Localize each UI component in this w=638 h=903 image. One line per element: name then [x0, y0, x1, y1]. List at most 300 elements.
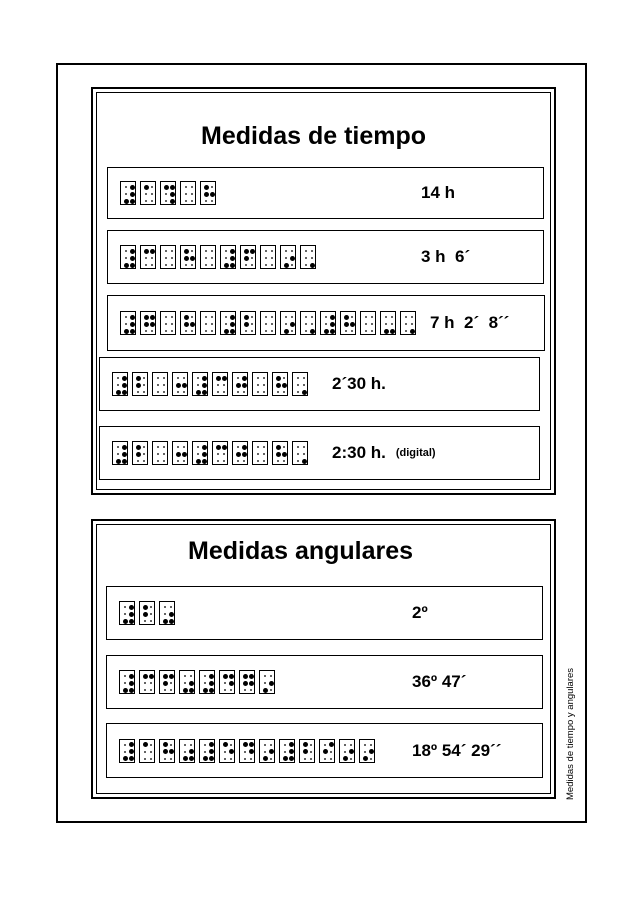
braille-dot-raised — [143, 742, 148, 747]
braille-line — [120, 245, 316, 269]
value-note: (digital) — [395, 447, 436, 459]
braille-dot-empty — [185, 200, 187, 202]
braille-cell — [272, 372, 288, 396]
braille-cell — [159, 670, 175, 694]
braille-dot-empty — [264, 682, 266, 684]
braille-dot-empty — [191, 186, 193, 188]
braille-dot-raised — [144, 185, 149, 190]
braille-dot-empty — [157, 460, 159, 462]
braille-dot-empty — [263, 446, 265, 448]
braille-dot-empty — [183, 391, 185, 393]
braille-dot-empty — [244, 751, 246, 753]
braille-cell — [160, 245, 176, 269]
braille-dot-raised — [243, 742, 248, 747]
braille-dot-empty — [185, 264, 187, 266]
braille-dot-raised — [189, 756, 194, 761]
braille-dot-empty — [191, 250, 193, 252]
braille-dot-raised — [182, 383, 187, 388]
braille-dot-empty — [371, 323, 373, 325]
braille-dot-empty — [217, 391, 219, 393]
braille-cell — [219, 670, 235, 694]
braille-dot-empty — [137, 460, 139, 462]
braille-cell — [219, 739, 235, 763]
braille-dot-empty — [165, 200, 167, 202]
braille-dot-empty — [344, 744, 346, 746]
braille-dot-raised — [323, 749, 328, 754]
braille-dot-empty — [125, 250, 127, 252]
braille-cell — [259, 670, 275, 694]
braille-cell — [232, 441, 248, 465]
braille-dot-empty — [271, 257, 273, 259]
braille-cell — [339, 739, 355, 763]
braille-dot-raised — [229, 749, 234, 754]
braille-dot-raised — [129, 756, 134, 761]
braille-dot-empty — [370, 758, 372, 760]
braille-dot-empty — [165, 330, 167, 332]
braille-dot-raised — [344, 315, 349, 320]
braille-dot-empty — [144, 758, 146, 760]
braille-cell — [192, 441, 208, 465]
braille-dot-empty — [157, 453, 159, 455]
braille-dot-empty — [183, 377, 185, 379]
braille-line — [119, 739, 375, 763]
braille-dot-raised — [242, 383, 247, 388]
braille-dot-empty — [271, 316, 273, 318]
braille-dot-raised — [302, 459, 307, 464]
braille-dot-empty — [330, 751, 332, 753]
braille-dot-empty — [164, 758, 166, 760]
value-main: 2:30 h. — [332, 443, 386, 462]
braille-dot-empty — [170, 606, 172, 608]
braille-dot-raised — [310, 263, 315, 268]
braille-dot-empty — [283, 377, 285, 379]
braille-dot-empty — [284, 751, 286, 753]
braille-dot-empty — [191, 200, 193, 202]
braille-dot-empty — [264, 744, 266, 746]
braille-dot-raised — [276, 452, 281, 457]
braille-dot-empty — [325, 323, 327, 325]
braille-dot-empty — [217, 384, 219, 386]
braille-dot-empty — [230, 744, 232, 746]
braille-dot-empty — [385, 316, 387, 318]
braille-dot-raised — [122, 452, 127, 457]
braille-cell — [112, 441, 128, 465]
braille-dot-raised — [202, 445, 207, 450]
braille-dot-raised — [263, 688, 268, 693]
braille-dot-raised — [129, 605, 134, 610]
braille-dot-raised — [204, 192, 209, 197]
braille-cell — [160, 181, 176, 205]
braille-dot-empty — [211, 264, 213, 266]
braille-dot-raised — [129, 619, 134, 624]
braille-cell — [120, 311, 136, 335]
braille-dot-empty — [271, 323, 273, 325]
braille-dot-empty — [164, 689, 166, 691]
braille-cell — [159, 739, 175, 763]
braille-dot-empty — [297, 384, 299, 386]
braille-dot-empty — [171, 330, 173, 332]
braille-dot-empty — [157, 377, 159, 379]
braille-dot-raised — [163, 619, 168, 624]
braille-dot-empty — [224, 751, 226, 753]
braille-dot-empty — [405, 323, 407, 325]
braille-dot-empty — [271, 330, 273, 332]
braille-dot-empty — [184, 682, 186, 684]
braille-cell — [139, 739, 155, 763]
braille-dot-empty — [285, 257, 287, 259]
braille-dot-empty — [204, 682, 206, 684]
braille-cell — [172, 441, 188, 465]
braille-cell — [140, 245, 156, 269]
braille-dot-empty — [150, 689, 152, 691]
braille-cell — [272, 441, 288, 465]
braille-dot-empty — [205, 200, 207, 202]
braille-dot-raised — [236, 383, 241, 388]
braille-dot-raised — [222, 445, 227, 450]
braille-dot-empty — [365, 323, 367, 325]
braille-dot-raised — [123, 688, 128, 693]
braille-cell — [220, 245, 236, 269]
braille-dot-empty — [211, 186, 213, 188]
braille-dot-raised — [124, 263, 129, 268]
braille-dot-empty — [297, 446, 299, 448]
braille-dot-raised — [203, 756, 208, 761]
braille-dot-raised — [169, 619, 174, 624]
braille-dot-empty — [165, 264, 167, 266]
braille-dot-empty — [271, 264, 273, 266]
braille-dot-empty — [117, 384, 119, 386]
braille-dot-raised — [202, 390, 207, 395]
braille-dot-empty — [185, 330, 187, 332]
braille-dot-empty — [150, 606, 152, 608]
braille-dot-raised — [303, 749, 308, 754]
braille-dot-empty — [385, 323, 387, 325]
braille-dot-empty — [145, 264, 147, 266]
braille-dot-raised — [210, 192, 215, 197]
braille-dot-empty — [125, 323, 127, 325]
value-text: 36º 47´ — [412, 672, 467, 691]
braille-dot-empty — [311, 257, 313, 259]
braille-dot-empty — [171, 257, 173, 259]
braille-dot-empty — [311, 323, 313, 325]
angle-row-3 — [106, 723, 543, 778]
braille-dot-empty — [163, 384, 165, 386]
braille-dot-empty — [145, 200, 147, 202]
braille-dot-empty — [225, 257, 227, 259]
braille-dot-empty — [163, 391, 165, 393]
braille-dot-empty — [164, 606, 166, 608]
braille-dot-empty — [391, 316, 393, 318]
braille-dot-raised — [283, 756, 288, 761]
angle-row-2 — [106, 655, 543, 709]
braille-dot-empty — [157, 446, 159, 448]
braille-dot-empty — [303, 446, 305, 448]
braille-dot-empty — [305, 257, 307, 259]
braille-dot-empty — [257, 391, 259, 393]
braille-dot-empty — [170, 758, 172, 760]
time-row-5 — [99, 426, 540, 480]
braille-cell — [220, 311, 236, 335]
braille-dot-empty — [250, 689, 252, 691]
braille-dot-empty — [364, 751, 366, 753]
braille-dot-empty — [265, 257, 267, 259]
braille-cell — [120, 245, 136, 269]
braille-dot-empty — [223, 391, 225, 393]
braille-dot-empty — [225, 250, 227, 252]
braille-dot-raised — [130, 315, 135, 320]
braille-cell — [212, 441, 228, 465]
braille-dot-raised — [242, 445, 247, 450]
braille-dot-raised — [203, 688, 208, 693]
braille-dot-raised — [244, 249, 249, 254]
angle-row-1 — [106, 586, 543, 640]
braille-dot-empty — [197, 384, 199, 386]
braille-cell — [240, 311, 256, 335]
braille-line — [112, 372, 308, 396]
braille-dot-empty — [211, 257, 213, 259]
braille-dot-empty — [191, 264, 193, 266]
braille-cell — [292, 372, 308, 396]
braille-dot-empty — [285, 250, 287, 252]
braille-dot-empty — [371, 330, 373, 332]
braille-dot-raised — [196, 390, 201, 395]
braille-dot-raised — [344, 322, 349, 327]
braille-dot-empty — [223, 384, 225, 386]
braille-dot-raised — [129, 742, 134, 747]
braille-dot-raised — [122, 445, 127, 450]
braille-line — [119, 601, 175, 625]
braille-dot-empty — [144, 689, 146, 691]
braille-dot-empty — [283, 391, 285, 393]
braille-cell — [240, 245, 256, 269]
braille-dot-raised — [330, 315, 335, 320]
braille-dot-empty — [163, 377, 165, 379]
braille-dot-empty — [303, 453, 305, 455]
braille-dot-raised — [243, 674, 248, 679]
braille-cell — [152, 441, 168, 465]
braille-dot-empty — [305, 250, 307, 252]
braille-dot-raised — [290, 256, 295, 261]
braille-dot-empty — [303, 384, 305, 386]
braille-line — [120, 181, 216, 205]
braille-cell — [239, 739, 255, 763]
braille-dot-empty — [165, 316, 167, 318]
braille-dot-empty — [405, 330, 407, 332]
braille-dot-empty — [117, 446, 119, 448]
braille-cell — [252, 372, 268, 396]
braille-dot-empty — [225, 323, 227, 325]
braille-dot-raised — [310, 329, 315, 334]
braille-dot-empty — [143, 377, 145, 379]
braille-cell — [132, 441, 148, 465]
braille-dot-raised — [170, 199, 175, 204]
braille-cell — [119, 601, 135, 625]
braille-dot-empty — [124, 606, 126, 608]
braille-dot-raised — [324, 329, 329, 334]
braille-dot-empty — [204, 744, 206, 746]
braille-dot-empty — [237, 460, 239, 462]
braille-dot-empty — [144, 751, 146, 753]
braille-dot-empty — [185, 186, 187, 188]
braille-dot-empty — [297, 460, 299, 462]
braille-cell — [200, 245, 216, 269]
braille-cell — [199, 670, 215, 694]
braille-dot-empty — [197, 446, 199, 448]
braille-dot-raised — [410, 329, 415, 334]
braille-dot-raised — [143, 612, 148, 617]
braille-cell — [199, 739, 215, 763]
braille-dot-empty — [125, 186, 127, 188]
braille-dot-raised — [150, 322, 155, 327]
braille-cell — [159, 601, 175, 625]
braille-dot-empty — [191, 193, 193, 195]
braille-dot-empty — [217, 453, 219, 455]
braille-cell — [140, 181, 156, 205]
braille-dot-empty — [270, 758, 272, 760]
braille-dot-empty — [310, 751, 312, 753]
braille-dot-empty — [145, 193, 147, 195]
braille-dot-raised — [122, 383, 127, 388]
braille-dot-empty — [283, 446, 285, 448]
braille-dot-empty — [145, 257, 147, 259]
braille-cell — [319, 739, 335, 763]
value-text — [332, 443, 436, 463]
braille-dot-empty — [257, 384, 259, 386]
braille-dot-raised — [143, 674, 148, 679]
braille-dot-raised — [204, 185, 209, 190]
time-row-2 — [107, 230, 544, 284]
braille-dot-raised — [249, 749, 254, 754]
braille-line — [112, 441, 308, 465]
braille-dot-empty — [251, 316, 253, 318]
braille-dot-empty — [211, 330, 213, 332]
braille-dot-empty — [205, 264, 207, 266]
braille-dot-raised — [284, 263, 289, 268]
braille-dot-raised — [123, 619, 128, 624]
braille-dot-raised — [349, 749, 354, 754]
braille-cell — [260, 311, 276, 335]
braille-dot-raised — [130, 249, 135, 254]
braille-cell — [120, 181, 136, 205]
braille-dot-empty — [265, 323, 267, 325]
braille-dot-empty — [405, 316, 407, 318]
braille-dot-empty — [291, 250, 293, 252]
braille-dot-empty — [311, 250, 313, 252]
braille-dot-empty — [245, 330, 247, 332]
braille-dot-raised — [190, 322, 195, 327]
braille-dot-raised — [209, 749, 214, 754]
braille-dot-raised — [130, 185, 135, 190]
braille-dot-empty — [305, 323, 307, 325]
braille-cell — [139, 601, 155, 625]
braille-dot-empty — [310, 744, 312, 746]
braille-dot-empty — [165, 257, 167, 259]
braille-cell — [200, 181, 216, 205]
braille-dot-raised — [189, 749, 194, 754]
braille-dot-raised — [303, 742, 308, 747]
braille-dot-empty — [411, 323, 413, 325]
braille-cell — [252, 441, 268, 465]
braille-dot-raised — [276, 445, 281, 450]
braille-dot-raised — [189, 681, 194, 686]
braille-dot-empty — [143, 384, 145, 386]
braille-dot-empty — [305, 316, 307, 318]
braille-dot-empty — [257, 446, 259, 448]
braille-dot-raised — [124, 199, 129, 204]
braille-dot-empty — [303, 377, 305, 379]
braille-dot-raised — [136, 452, 141, 457]
braille-dot-empty — [124, 751, 126, 753]
braille-dot-empty — [344, 751, 346, 753]
braille-dot-raised — [136, 383, 141, 388]
braille-dot-empty — [310, 758, 312, 760]
time-row-1 — [107, 167, 544, 219]
braille-dot-empty — [264, 675, 266, 677]
braille-dot-raised — [250, 249, 255, 254]
braille-dot-empty — [205, 330, 207, 332]
braille-dot-empty — [165, 250, 167, 252]
braille-cell — [239, 670, 255, 694]
braille-dot-empty — [263, 377, 265, 379]
braille-dot-empty — [324, 744, 326, 746]
braille-dot-empty — [205, 250, 207, 252]
braille-dot-raised — [202, 459, 207, 464]
braille-dot-empty — [184, 751, 186, 753]
braille-dot-raised — [363, 756, 368, 761]
braille-dot-raised — [143, 605, 148, 610]
braille-dot-empty — [205, 316, 207, 318]
braille-dot-empty — [257, 453, 259, 455]
braille-dot-raised — [289, 756, 294, 761]
braille-dot-empty — [163, 446, 165, 448]
braille-dot-raised — [249, 674, 254, 679]
braille-dot-empty — [270, 689, 272, 691]
value-text: 2º — [412, 603, 428, 622]
side-caption: Medidas de tiempo y angulares — [565, 667, 576, 800]
braille-dot-raised — [216, 445, 221, 450]
braille-dot-empty — [150, 620, 152, 622]
braille-dot-empty — [145, 330, 147, 332]
braille-cell — [280, 311, 296, 335]
value-text: 18º 54´ 29´´ — [412, 740, 502, 760]
braille-dot-empty — [297, 377, 299, 379]
braille-cell — [300, 311, 316, 335]
braille-cell — [119, 739, 135, 763]
braille-dot-empty — [324, 758, 326, 760]
braille-line — [120, 311, 416, 335]
braille-cell — [180, 181, 196, 205]
braille-dot-raised — [170, 192, 175, 197]
braille-dot-raised — [170, 185, 175, 190]
braille-dot-raised — [136, 376, 141, 381]
braille-dot-raised — [169, 674, 174, 679]
braille-dot-empty — [291, 330, 293, 332]
braille-dot-empty — [150, 682, 152, 684]
braille-dot-raised — [183, 688, 188, 693]
braille-dot-empty — [304, 758, 306, 760]
braille-dot-empty — [205, 257, 207, 259]
braille-dot-empty — [391, 323, 393, 325]
braille-dot-raised — [182, 452, 187, 457]
braille-dot-empty — [224, 689, 226, 691]
braille-dot-raised — [202, 452, 207, 457]
braille-cell — [280, 245, 296, 269]
braille-dot-empty — [271, 250, 273, 252]
braille-dot-empty — [177, 391, 179, 393]
braille-cell — [152, 372, 168, 396]
braille-dot-raised — [169, 749, 174, 754]
braille-dot-empty — [190, 675, 192, 677]
